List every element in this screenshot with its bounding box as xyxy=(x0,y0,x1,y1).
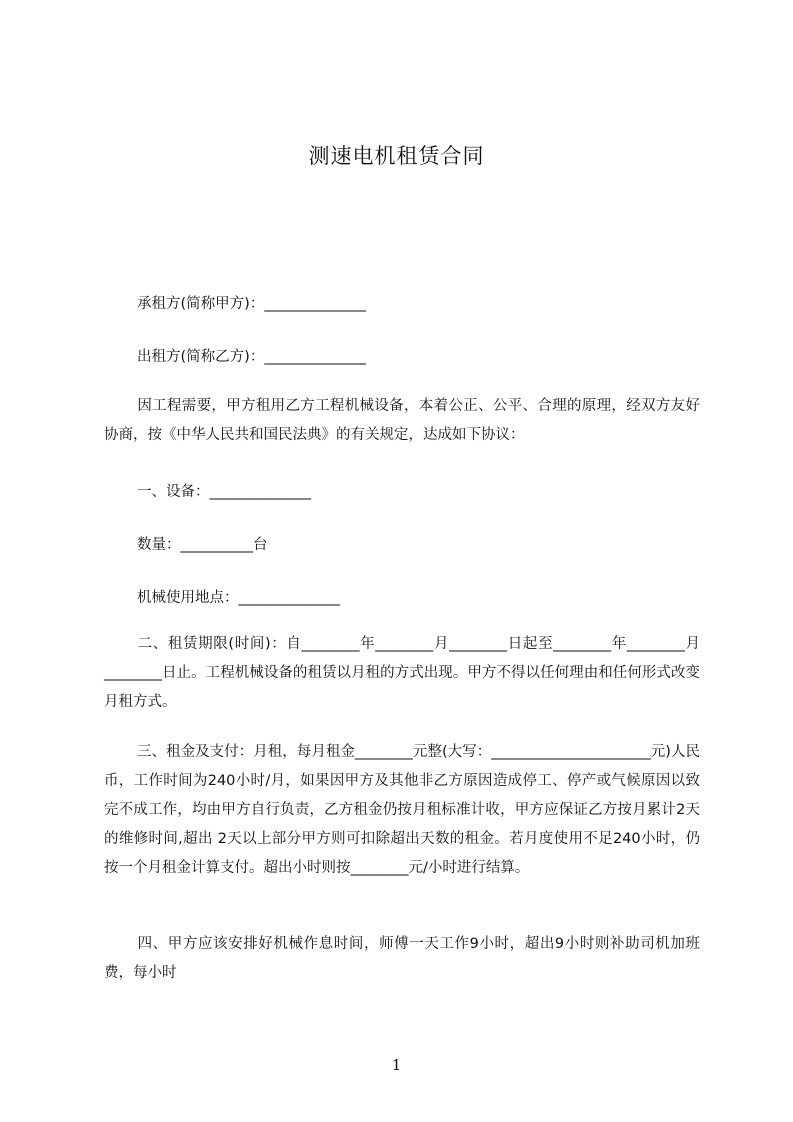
section2-paragraph xyxy=(104,630,700,717)
intro-text: 因工程需要，甲方租用乙方工程机械设备，本着公正、公平、合理的原理，经双方友好协商，按《中华人民共和国民法典》的有关规定，达成如下协议： xyxy=(104,398,700,443)
section3-paragraph xyxy=(104,738,700,883)
section3-text: 三、租金及支付：月租，每月租金________元整(大写：______________________元)人民币，工作时间为240小时/月，如果因甲方及其他非乙方原因造成停工、停产或气候原因以致完不成工作，均由甲方自行负责，乙方租金仍按月租标准计收，甲方应保证乙方按月累计2天的维修时间,超出 2天以上部分甲方则可扣除超出天数的租金。若月度使用不足240小时，仍按一个月租金计算支付。超出小时则按________元/小时进行结算。 xyxy=(104,744,700,876)
contract-title: 测速电机租赁合同 xyxy=(308,144,485,168)
page-number: 1 xyxy=(391,1056,402,1074)
location-line: 机械使用地点：______________ xyxy=(137,590,340,606)
lessee-line: 承租方(简称甲方)：______________ xyxy=(137,296,366,312)
equipment-line: 一、设备：______________ xyxy=(137,484,311,500)
section2-text: 二、租赁期限(时间)：自________年________月________日起至________年________月________日止。工程机械设备的租赁以月租的方式出现。甲方不得以任何理由和任何形式改变月租方式。 xyxy=(104,636,700,710)
section4-paragraph xyxy=(104,930,700,988)
quantity-line: 数量：__________台 xyxy=(137,537,268,553)
lessor-line: 出租方(简称乙方)：______________ xyxy=(137,349,366,365)
intro-paragraph xyxy=(104,392,700,450)
section4-text: 四、甲方应该安排好机械作息时间，师傅一天工作9小时，超出9小时则补助司机加班费，每小时 xyxy=(104,936,700,981)
